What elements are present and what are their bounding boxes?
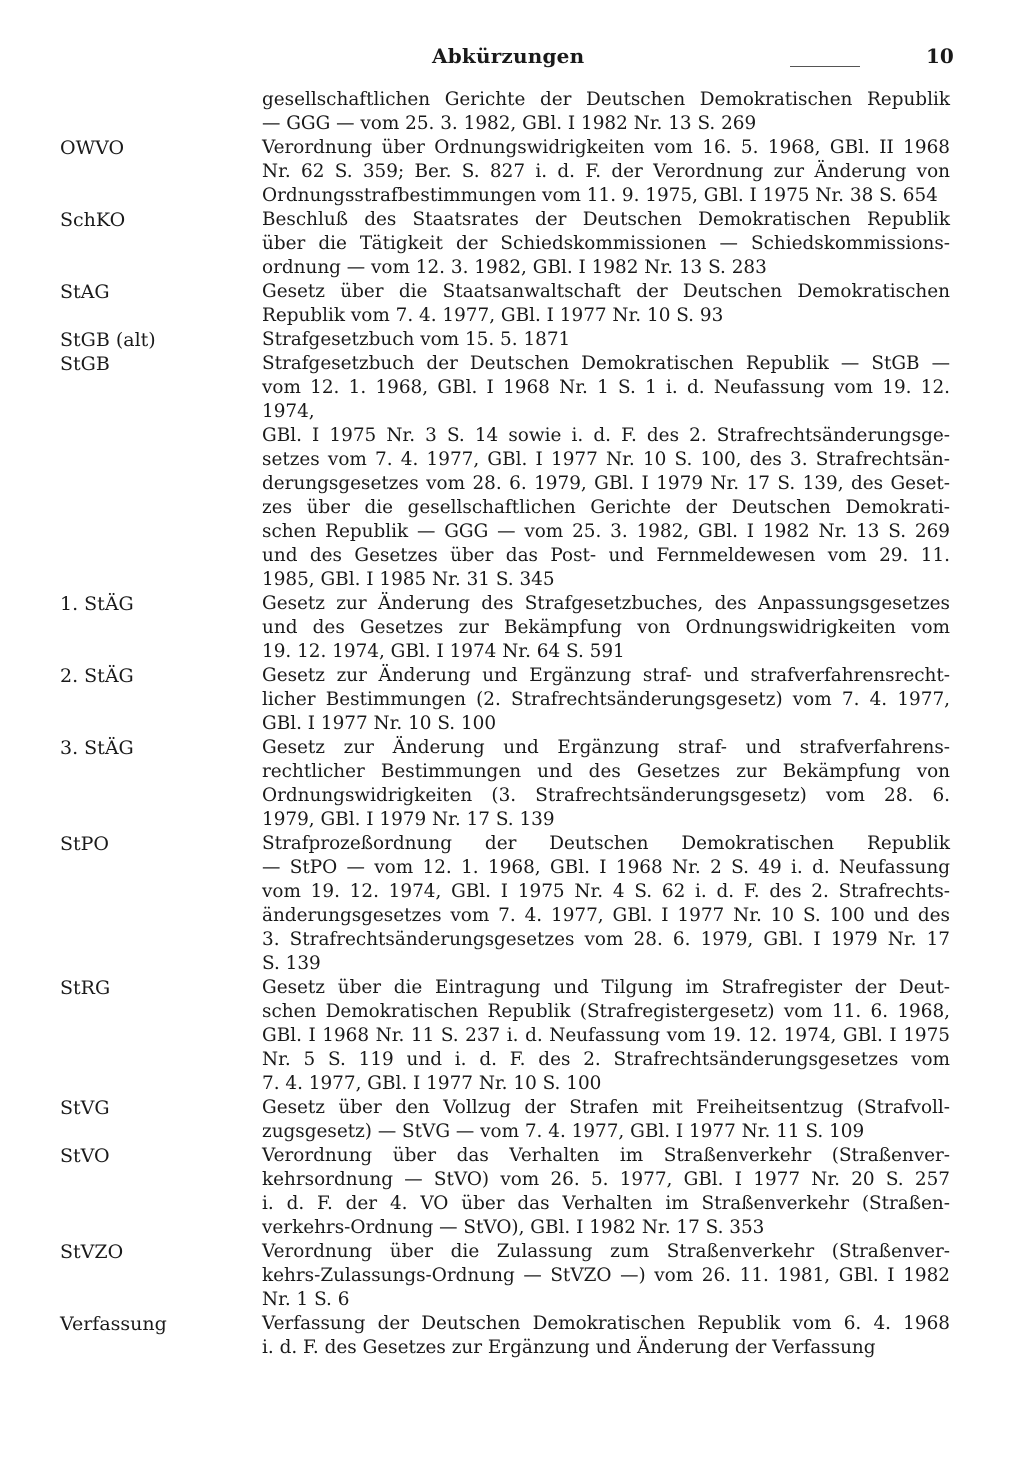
definition-line: und des Gesetzes über das Post- und Fernmeldewesen vom 29. 11.: [262, 545, 950, 566]
abbreviation-entry: [0, 352, 1024, 592]
definition-line: 7. 4. 1977, GBl. I 1977 Nr. 10 S. 100: [262, 1073, 602, 1094]
abbreviation-term: StRG: [60, 977, 111, 999]
abbreviation-entry: [0, 1240, 1024, 1312]
definition-line: Beschluß des Staatsrates der Deutschen Demokratischen Republik: [262, 209, 950, 230]
definition-line: Ordnungswidrigkeiten (3. Strafrechtsänderungsgesetz) vom 28. 6.: [262, 785, 950, 806]
definition-line: licher Bestimmungen (2. Strafrechtsänderungsgesetz) vom 7. 4. 1977,: [262, 689, 950, 710]
definition-line: über die Tätigkeit der Schiedskommissionen — Schiedskommissions-: [262, 233, 950, 254]
page-number: 10: [926, 44, 954, 68]
abbreviation-definition: [262, 592, 950, 664]
definition-line: Nr. 5 S. 119 und i. d. F. des 2. Strafrechtsänderungsgesetzes vom: [262, 1049, 950, 1070]
abbreviation-definition: [262, 136, 950, 208]
abbreviation-definition: [262, 88, 950, 136]
abbreviation-definition: [262, 664, 950, 736]
definition-line: kehrsordnung — StVO) vom 26. 5. 1977, GBl. I 1977 Nr. 20 S. 257: [262, 1169, 950, 1190]
abbreviation-term: StVZO: [60, 1241, 124, 1263]
abbreviation-term: StVG: [60, 1097, 110, 1119]
abbreviation-entry: [0, 88, 1024, 136]
abbreviation-term: StAG: [60, 281, 110, 303]
definition-line: 19. 12. 1974, GBl. I 1974 Nr. 64 S. 591: [262, 641, 625, 662]
abbreviation-term: StVO: [60, 1145, 110, 1167]
definition-line: zes über die gesellschaftlichen Gerichte der Deutschen Demokrati-: [262, 497, 950, 518]
abbreviation-term: Verfassung: [60, 1313, 167, 1335]
definition-line: Nr. 62 S. 359; Ber. S. 827 i. d. F. der Verordnung zur Änderung von: [262, 161, 950, 182]
abbreviation-definition: [262, 1144, 950, 1240]
definition-line: Ordnungsstrafbestimmungen vom 11. 9. 1975, GBl. I 1975 Nr. 38 S. 654: [262, 185, 938, 206]
abbreviation-entry: [0, 1096, 1024, 1144]
abbreviation-entry: [0, 976, 1024, 1096]
definition-line: kehrs-Zulassungs-Ordnung — StVZO —) vom 26. 11. 1981, GBl. I 1982: [262, 1265, 950, 1286]
definition-line: Verordnung über die Zulassung zum Straßenverkehr (Straßenver-: [262, 1241, 950, 1262]
definition-line: Gesetz zur Änderung des Strafgesetzbuches, des Anpassungsgesetzes: [262, 593, 950, 614]
definition-line: Verordnung über das Verhalten im Straßenverkehr (Straßenver-: [262, 1145, 950, 1166]
abbreviation-entry: [0, 736, 1024, 832]
abbreviation-entry: [0, 136, 1024, 208]
definition-line: verkehrs-Ordnung — StVO), GBl. I 1982 Nr. 17 S. 353: [262, 1217, 765, 1238]
definition-line: GBl. I 1977 Nr. 10 S. 100: [262, 713, 497, 734]
definition-line: Strafgesetzbuch vom 15. 5. 1871: [262, 329, 571, 350]
definition-line: i. d. F. des Gesetzes zur Ergänzung und Änderung der Verfassung: [262, 1337, 876, 1358]
abbreviation-definition: [262, 208, 950, 280]
definition-line: änderungsgesetzes vom 7. 4. 1977, GBl. I 1977 Nr. 10 S. 100 und des: [262, 905, 950, 926]
header-rule: [790, 66, 860, 67]
abbreviation-definition: [262, 1096, 950, 1144]
definition-line: rechtlicher Bestimmungen und des Gesetzes zur Bekämpfung von: [262, 761, 950, 782]
definition-line: Verfassung der Deutschen Demokratischen Republik vom 6. 4. 1968: [262, 1313, 950, 1334]
definition-line: schen Demokratischen Republik (Strafregistergesetz) vom 11. 6. 1968,: [262, 1001, 950, 1022]
abbreviation-entry: [0, 328, 1024, 352]
definition-line: Gesetz über die Staatsanwaltschaft der Deutschen Demokratischen: [262, 281, 950, 302]
definition-line: Gesetz zur Änderung und Ergänzung straf- und strafverfahrensrecht-: [262, 665, 950, 686]
abbreviation-term: 2. StÄG: [60, 665, 134, 687]
page-header: [0, 44, 1024, 74]
abbreviation-definition: [262, 328, 950, 352]
abbreviation-term: StPO: [60, 833, 110, 855]
definition-line: setzes vom 7. 4. 1977, GBl. I 1977 Nr. 10 S. 100, des 3. Strafrechtsän-: [262, 449, 950, 470]
abbreviation-definition: [262, 280, 950, 328]
abbreviation-term: 3. StÄG: [60, 737, 134, 759]
abbreviation-list: [0, 88, 1024, 1360]
definition-line: und des Gesetzes zur Bekämpfung von Ordnungswidrigkeiten vom: [262, 617, 950, 638]
abbreviation-definition: [262, 976, 950, 1096]
abbreviation-term: StGB (alt): [60, 329, 156, 351]
abbreviation-term: SchKO: [60, 209, 126, 231]
definition-line: 3. Strafrechtsänderungsgesetzes vom 28. 6. 1979, GBl. I 1979 Nr. 17: [262, 929, 950, 950]
definition-line: GBl. I 1968 Nr. 11 S. 237 i. d. Neufassung vom 19. 12. 1974, GBl. I 1975: [262, 1025, 950, 1046]
abbreviation-definition: [262, 352, 950, 592]
definition-line: ordnung — vom 12. 3. 1982, GBl. I 1982 Nr. 13 S. 283: [262, 257, 767, 278]
abbreviation-term: [0, 88, 262, 136]
abbreviation-definition: [262, 1312, 950, 1360]
definition-line: 1979, GBl. I 1979 Nr. 17 S. 139: [262, 809, 555, 830]
abbreviation-term: 1. StÄG: [60, 593, 134, 615]
definition-line: vom 19. 12. 1974, GBl. I 1975 Nr. 4 S. 62 i. d. F. des 2. Strafrechts-: [262, 881, 950, 902]
definition-line: S. 139: [262, 953, 321, 974]
abbreviation-entry: [0, 1312, 1024, 1360]
definition-line: Gesetz zur Änderung und Ergänzung straf- und strafverfahrens-: [262, 737, 950, 758]
abbreviation-definition: [262, 1240, 950, 1312]
page-title: Abkürzungen: [432, 44, 585, 68]
definition-line: schen Republik — GGG — vom 25. 3. 1982, GBl. I 1982 Nr. 13 S. 269: [262, 521, 950, 542]
definition-line: derungsgesetzes vom 28. 6. 1979, GBl. I 1979 Nr. 17 S. 139, des Geset-: [262, 473, 950, 494]
definition-line: — StPO — vom 12. 1. 1968, GBl. I 1968 Nr. 2 S. 49 i. d. Neufassung: [262, 857, 950, 878]
definition-line: Gesetz über den Vollzug der Strafen mit Freiheitsentzug (Strafvoll-: [262, 1097, 950, 1118]
definition-line: Strafprozeßordnung der Deutschen Demokratischen Republik: [262, 833, 950, 854]
definition-line: vom 12. 1. 1968, GBl. I 1968 Nr. 1 S. 1 i. d. Neufassung vom 19. 12. 1974,: [262, 377, 950, 422]
definition-line: Nr. 1 S. 6: [262, 1289, 350, 1310]
abbreviation-definition: [262, 736, 950, 832]
abbreviation-term: OWVO: [60, 137, 125, 159]
definition-line: Strafgesetzbuch der Deutschen Demokratischen Republik — StGB —: [262, 353, 950, 374]
abbreviation-entry: [0, 1144, 1024, 1240]
abbreviation-term: StGB: [60, 353, 110, 375]
definition-line: Republik vom 7. 4. 1977, GBl. I 1977 Nr. 10 S. 93: [262, 305, 724, 326]
abbreviation-entry: [0, 280, 1024, 328]
abbreviation-entry: [0, 592, 1024, 664]
definition-line: i. d. F. der 4. VO über das Verhalten im Straßenverkehr (Straßen-: [262, 1193, 950, 1214]
definition-line: — GGG — vom 25. 3. 1982, GBl. I 1982 Nr. 13 S. 269: [262, 113, 757, 134]
definition-line: Gesetz über die Eintragung und Tilgung im Strafregister der Deut-: [262, 977, 950, 998]
abbreviation-entry: [0, 208, 1024, 280]
definition-line: 1985, GBl. I 1985 Nr. 31 S. 345: [262, 569, 555, 590]
definition-line: Verordnung über Ordnungswidrigkeiten vom 16. 5. 1968, GBl. II 1968: [262, 137, 950, 158]
definition-line: gesellschaftlichen Gerichte der Deutschen Demokratischen Republik: [262, 89, 950, 110]
abbreviation-entry: [0, 832, 1024, 976]
abbreviation-entry: [0, 664, 1024, 736]
definition-line: GBl. I 1975 Nr. 3 S. 14 sowie i. d. F. des 2. Strafrechtsänderungsge-: [262, 425, 950, 446]
definition-line: zugsgesetz) — StVG — vom 7. 4. 1977, GBl. I 1977 Nr. 11 S. 109: [262, 1121, 865, 1142]
abbreviation-definition: [262, 832, 950, 976]
